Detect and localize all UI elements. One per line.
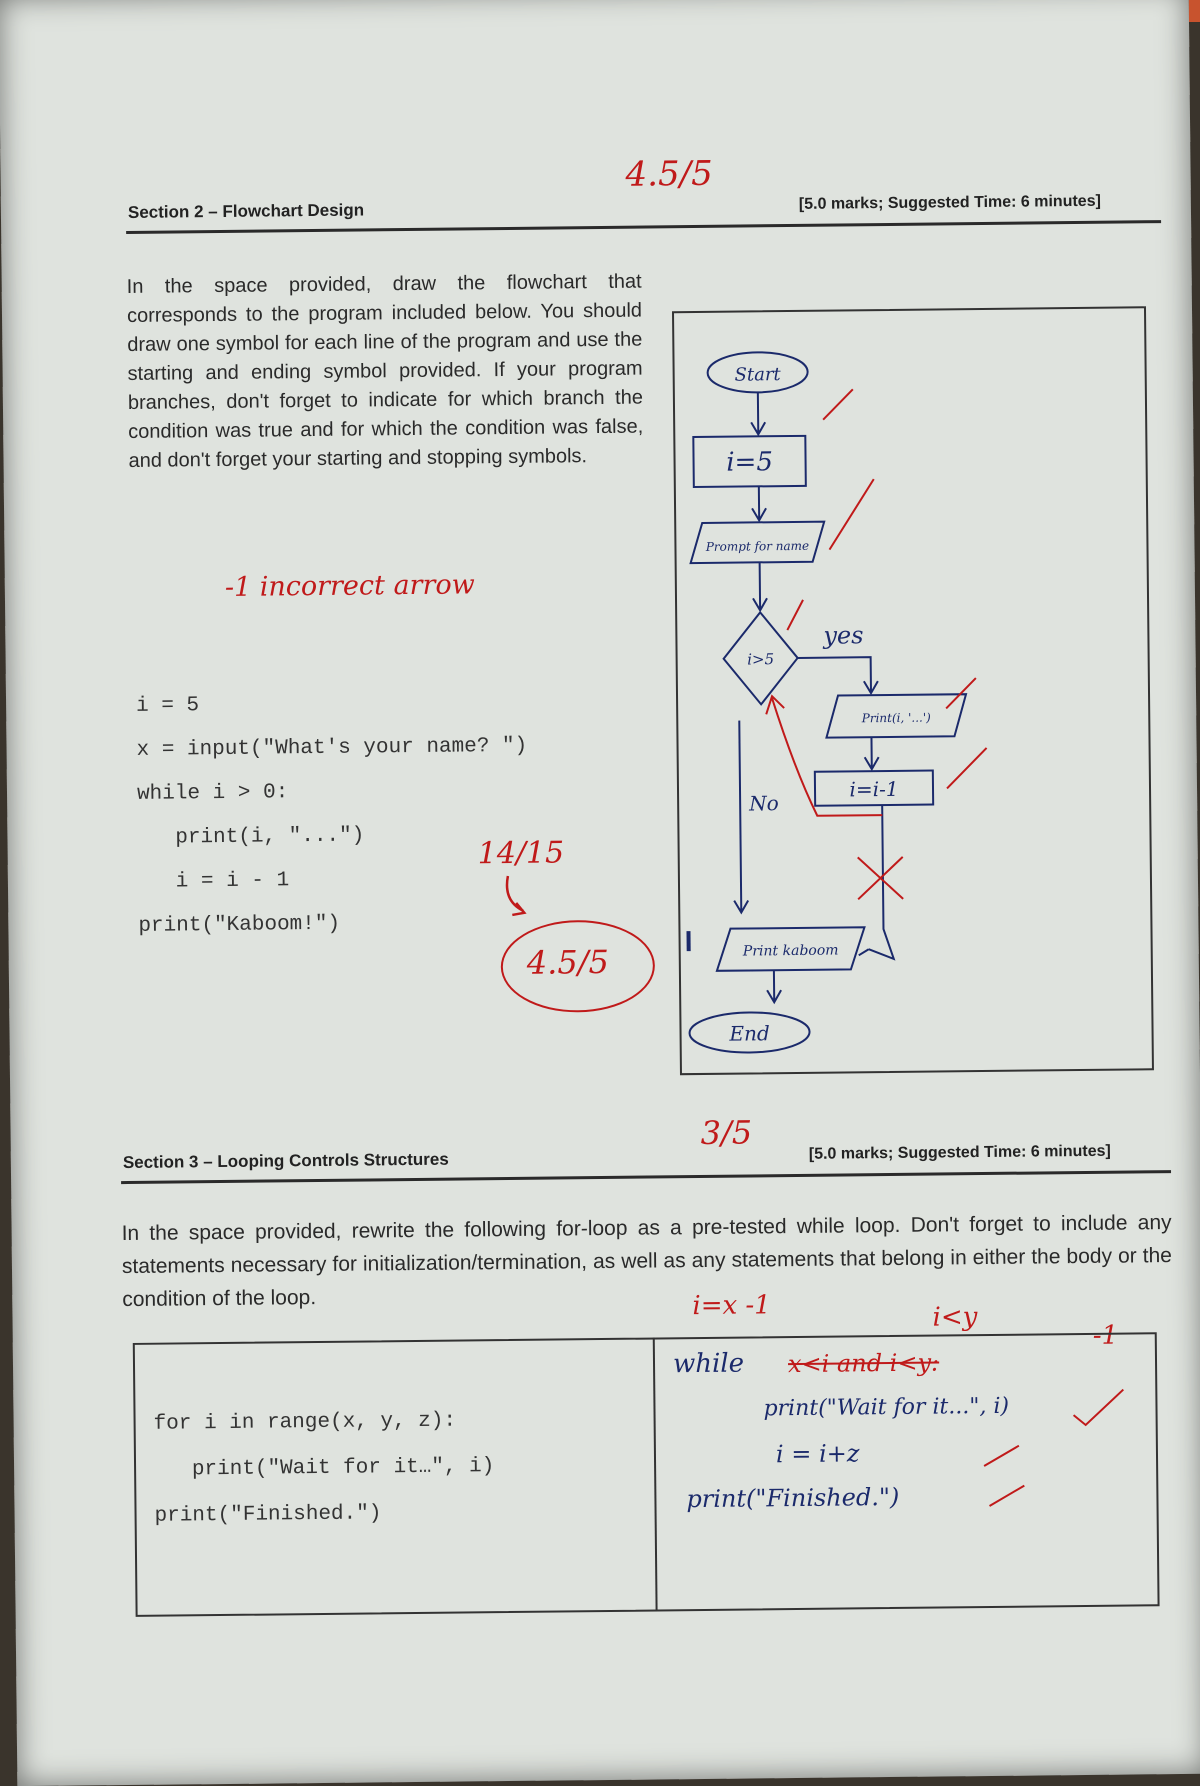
code-line: while i > 0:: [136, 781, 289, 806]
grader-comment: -1 incorrect arrow: [224, 569, 475, 603]
section3-marks: [5.0 marks; Suggested Time: 6 minutes]: [808, 1142, 1111, 1163]
section2-title: Section 2 – Flowchart Design: [127, 200, 365, 222]
answer-checkmarks: [973, 1384, 1174, 1516]
init-note: i=x -1: [692, 1290, 771, 1322]
correction-marks: [763, 388, 988, 900]
assign-label: i=5: [726, 447, 774, 478]
section2-rule: [126, 220, 1161, 234]
flowchart: [672, 306, 1180, 1071]
section3-rule: [121, 1170, 1171, 1184]
section3-title: Section 3 – Looping Controls Structures: [122, 1149, 449, 1173]
program-code: [136, 691, 529, 959]
answer-line-increment: i = i+z: [775, 1439, 860, 1469]
running-total: 14/15: [477, 835, 565, 872]
code-line: print("Kaboom!"): [138, 912, 341, 938]
circled-score: 4.5/5: [526, 942, 610, 982]
condition-label: i>5: [747, 650, 775, 669]
down-arrow-mark: [488, 871, 549, 932]
code-line: print("Finished."): [154, 1502, 382, 1528]
answer-line-finished: print("Finished."): [686, 1482, 900, 1514]
code-line: print("Wait for it…", i): [153, 1455, 495, 1482]
section2-marks: [5.0 marks; Suggested Time: 6 minutes]: [798, 192, 1101, 213]
section2-score: 4.5/5: [625, 153, 713, 195]
print-end-label: Print kaboom: [742, 942, 839, 960]
print-loop-label: Print(i, '...'): [861, 710, 931, 726]
minus-note: -1: [1092, 1320, 1119, 1351]
answer-struck-condition: x<i and i<y:: [787, 1348, 940, 1379]
cond-note: i<y: [932, 1302, 978, 1333]
end-label: End: [729, 1021, 770, 1046]
section2-instructions: In the space provided, draw the flowchart that corresponds to the program included below. You should draw one symbol for each line of the program and use the starting and ending symbol provided. If your program branches, don't forget to indicate for which branch the condition was true and for which the condition was false, and don't forget your starting and stopping symbols.: [126, 270, 644, 472]
code-line: for i in range(x, y, z):: [153, 1409, 457, 1436]
code-line: i = i - 1: [137, 869, 290, 894]
code-line: print(i, "..."): [137, 824, 365, 850]
start-label: Start: [734, 364, 781, 386]
code-line: i = 5: [135, 694, 200, 718]
section3-instructions: In the space provided, rewrite the following for-loop as a pre-tested while loop. Don't forget to include any statements necessary for initialization/termination, as well as any statements that belong in either the body or the condition of the loop.: [121, 1211, 1173, 1312]
section3-score: 3/5: [700, 1113, 753, 1152]
decrement-label: i=i-1: [849, 776, 899, 802]
code-line: x = input("What's your name? "): [136, 734, 528, 762]
for-loop-code: [154, 1409, 496, 1551]
input-label: Prompt for name: [705, 538, 810, 554]
no-label: No: [749, 791, 779, 816]
answer-while-keyword: while: [672, 1348, 745, 1380]
answer-line-print: print("Wait for it...", i): [763, 1393, 1010, 1422]
yes-label: yes: [823, 621, 864, 650]
